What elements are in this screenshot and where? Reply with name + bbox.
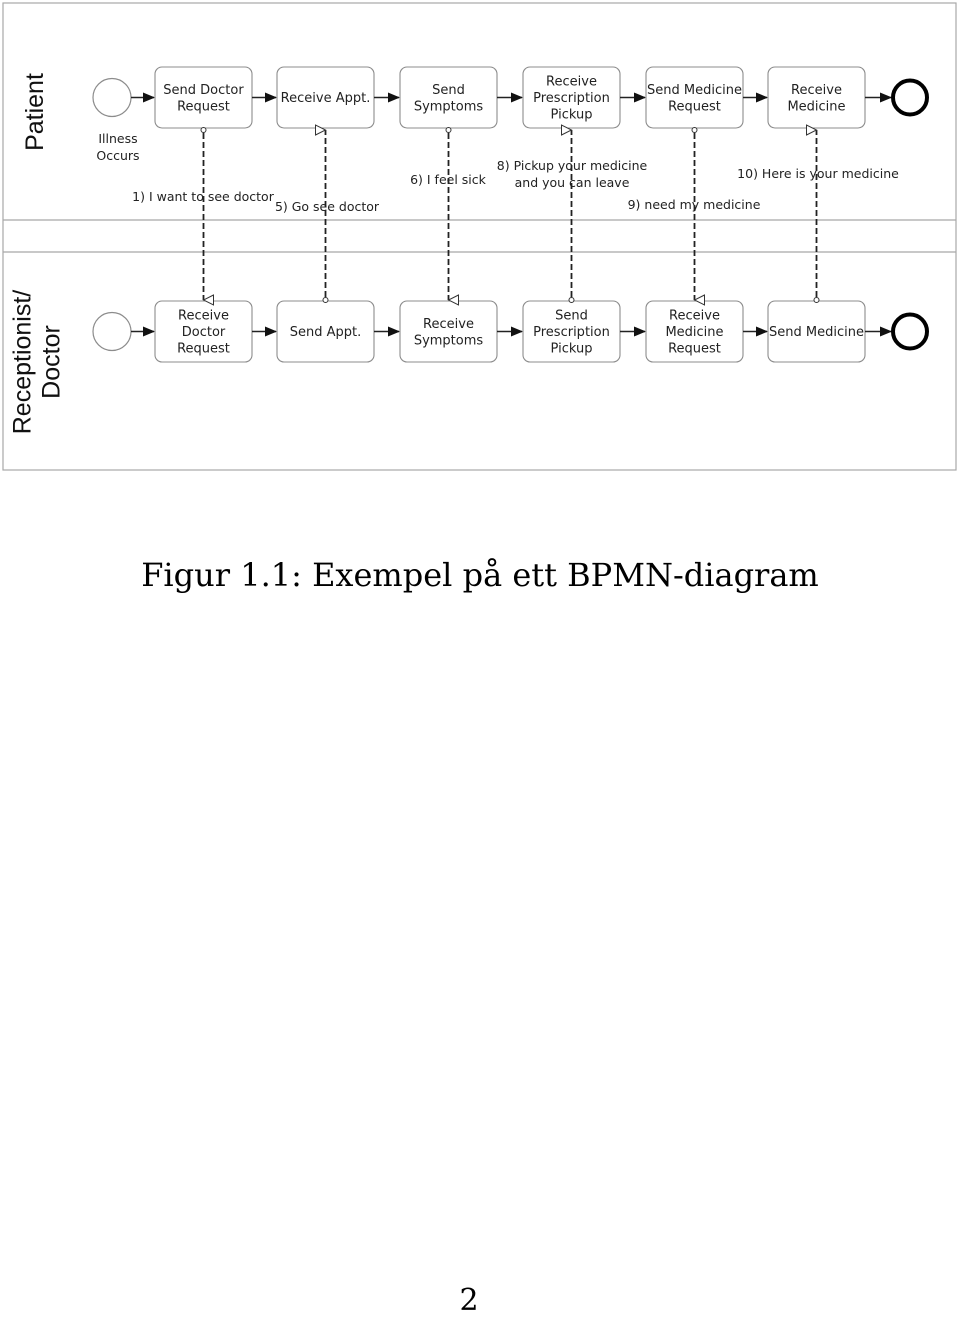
lane-label-receptionist: Receptionist/Doctor bbox=[8, 289, 66, 435]
task-label-receptionist-6: Send Medicine bbox=[769, 325, 864, 340]
lane-label-patient: Patient bbox=[21, 73, 49, 151]
message-label-4: 8) Pickup your medicine and you can leave bbox=[496, 158, 648, 190]
task-label-receptionist-3: Receive Symptoms bbox=[413, 316, 484, 349]
task-label-patient-2: Receive Appt. bbox=[280, 91, 371, 106]
task-label-patient-5: Send Medicine Request bbox=[647, 82, 742, 115]
task-label-receptionist-2: Send Appt. bbox=[289, 325, 362, 340]
task-label-patient-4: Receive Prescription Pickup bbox=[533, 74, 610, 123]
task-label-patient-1: Send Doctor Request bbox=[163, 82, 244, 115]
message-label-2: 5) Go see doctor bbox=[274, 199, 380, 214]
task-label-receptionist-5: Receive Medicine Request bbox=[665, 308, 724, 357]
task-label-patient-6: Receive Medicine bbox=[787, 82, 846, 115]
figure-caption: Figur 1.1: Exempel på ett BPMN-diagram bbox=[141, 556, 819, 594]
bpmn-diagram bbox=[0, 0, 960, 480]
task-label-receptionist-1: Receive Doctor Request bbox=[177, 308, 230, 357]
end-event-patient bbox=[893, 81, 927, 115]
end-event-receptionist bbox=[893, 315, 927, 349]
start-event-patient bbox=[93, 79, 131, 117]
task-label-receptionist-4: Send Prescription Pickup bbox=[533, 308, 610, 357]
message-label-5: 9) need my medicine bbox=[627, 197, 761, 212]
page-number: 2 bbox=[459, 1283, 479, 1318]
message-label-6: 10) Here is your medicine bbox=[737, 166, 899, 181]
start-event-receptionist bbox=[93, 313, 131, 351]
message-label-1: 1) I want to see doctor bbox=[132, 189, 274, 204]
task-label-patient-3: Send Symptoms bbox=[413, 82, 484, 115]
start-event-label-patient: Illness Occurs bbox=[96, 131, 140, 163]
message-label-3: 6) I feel sick bbox=[410, 172, 486, 187]
